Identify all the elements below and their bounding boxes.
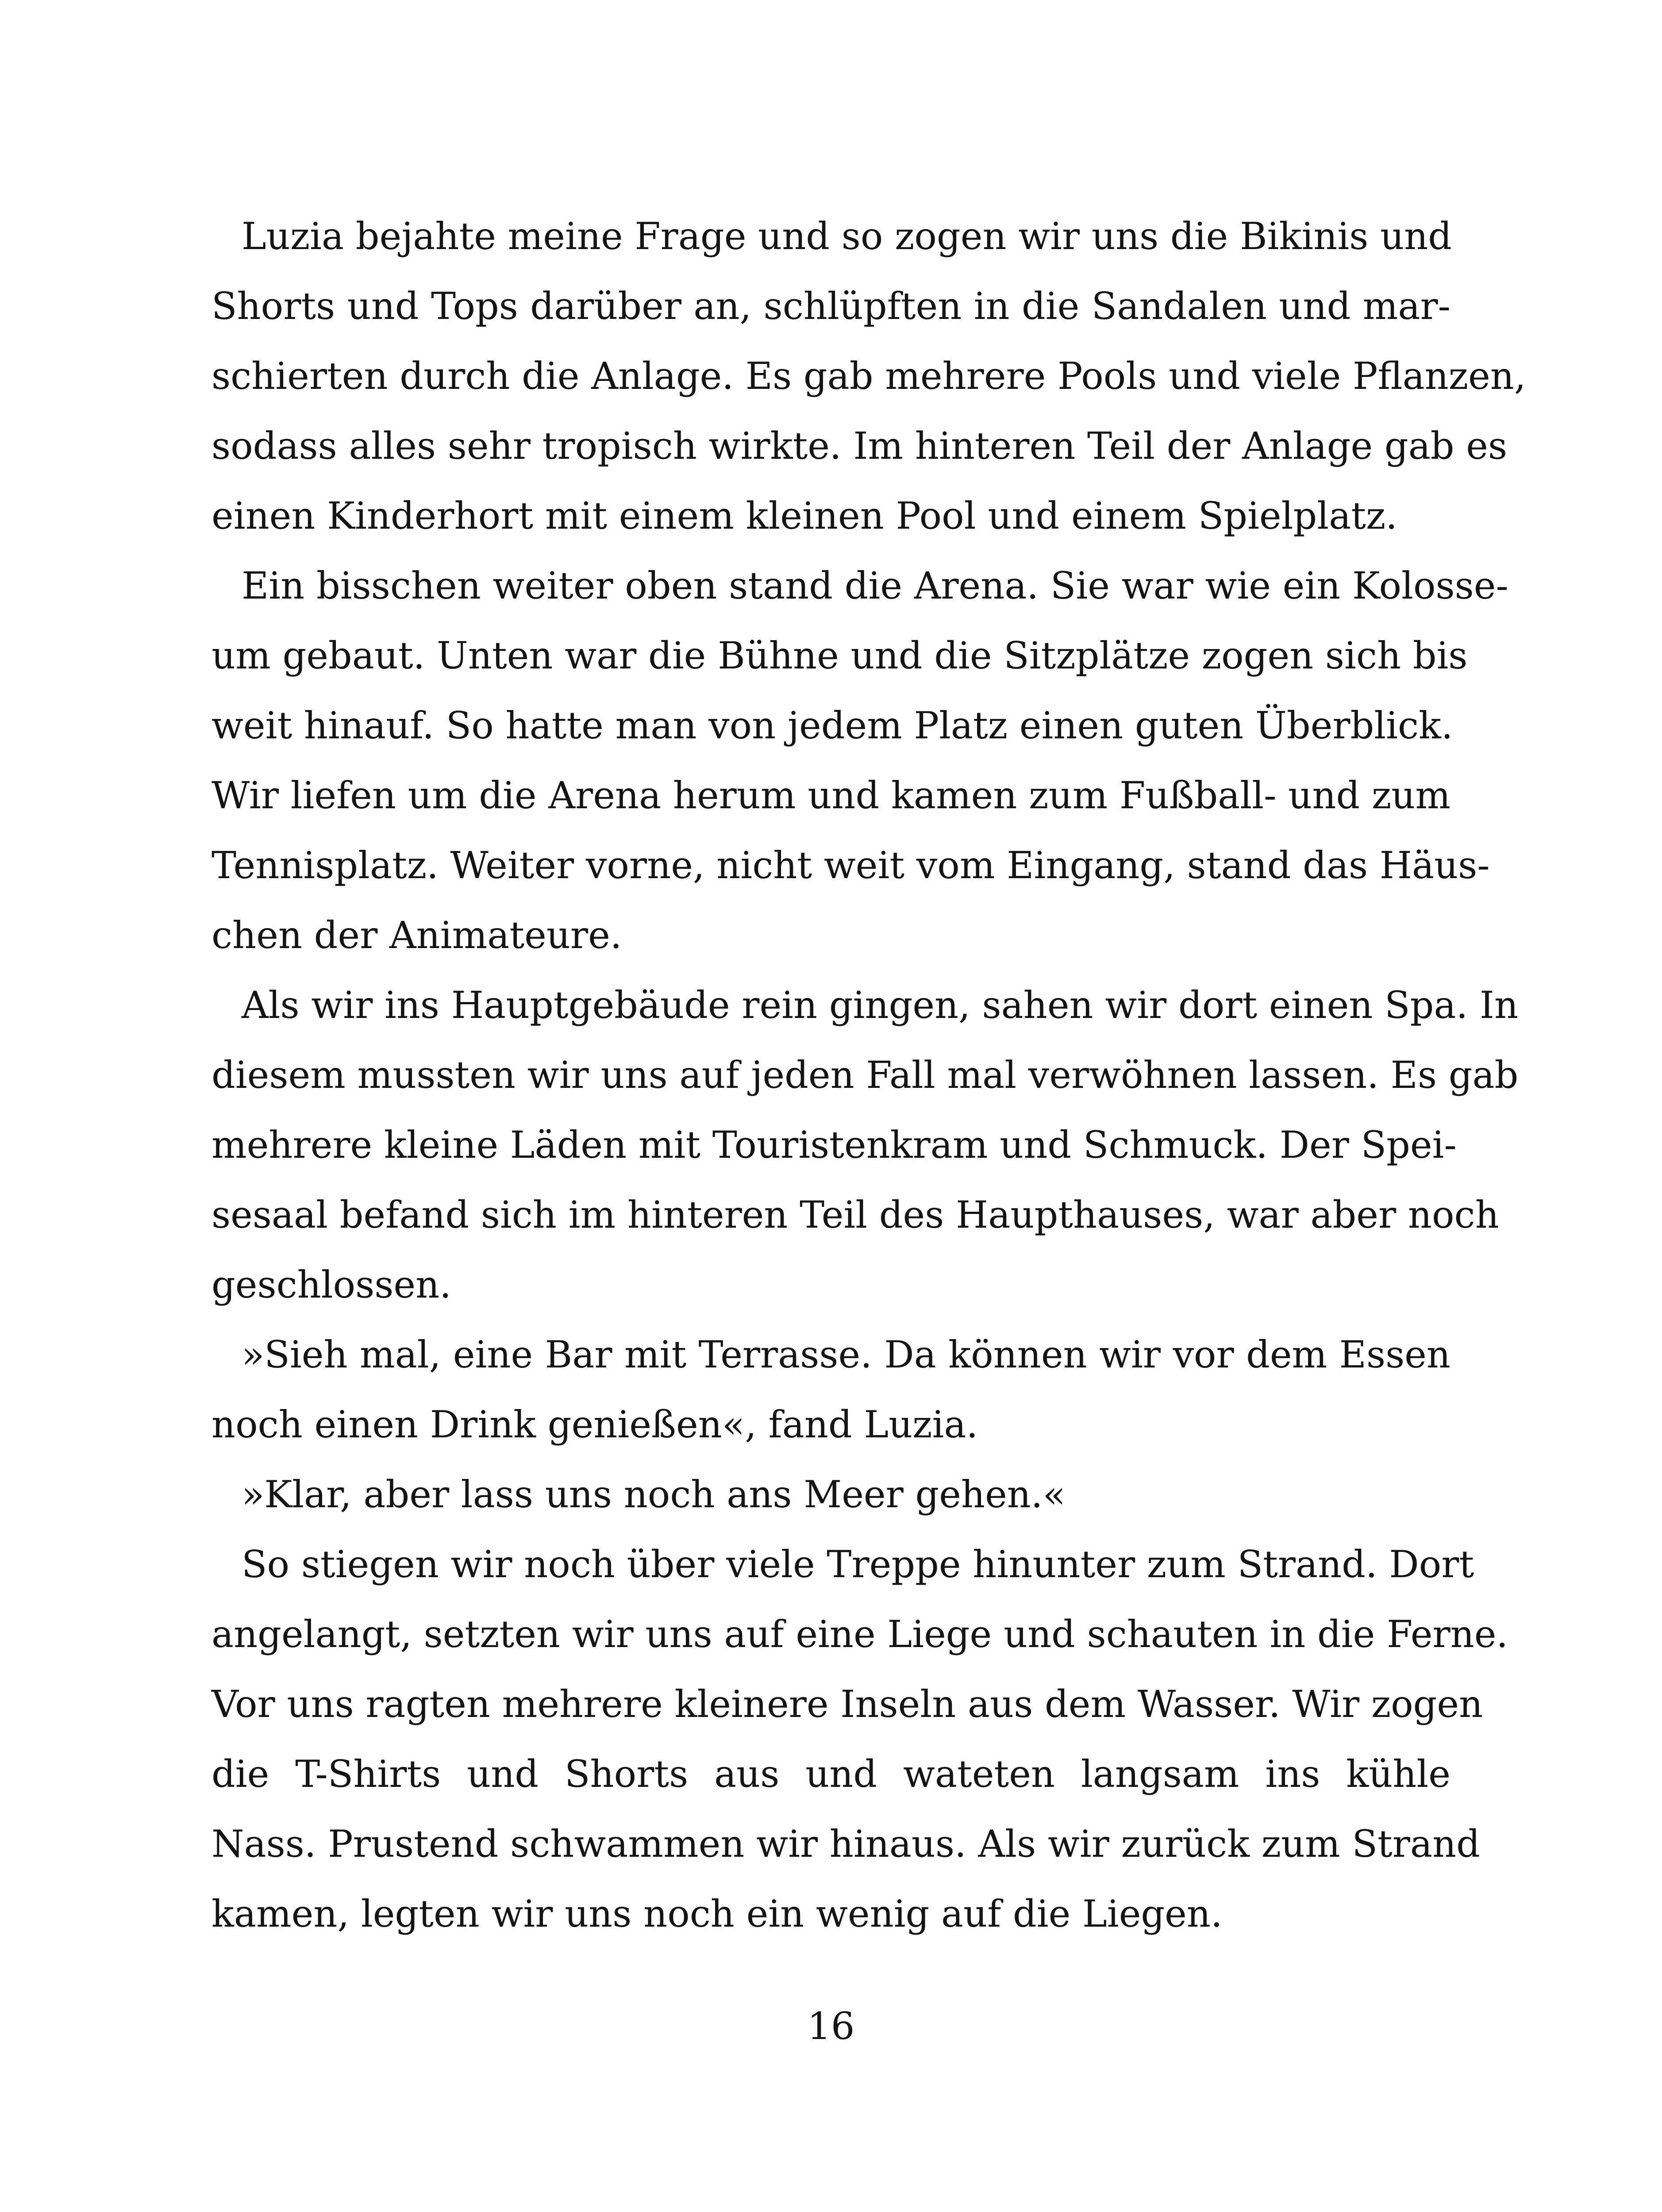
text-line: einen Kinderhort mit einem kleinen Pool und einem Spielplatz. xyxy=(212,494,1397,538)
text-line: kamen, legten wir uns noch ein wenig auf die Liegen. xyxy=(212,1892,1223,1936)
paragraph xyxy=(212,1529,1508,1949)
text-line: Tennisplatz. Weiter vorne, nicht weit vom Eingang, stand das Häus- xyxy=(212,844,1490,887)
text-line: die T-Shirts und Shorts aus und wateten langsam ins kühle xyxy=(212,1752,1450,1796)
text-line: angelangt, setzten wir uns auf eine Liege und schauten in die Ferne. xyxy=(212,1613,1508,1656)
paragraph xyxy=(212,551,1508,970)
text-line: Luzia bejahte meine Frage und so zogen wir uns die Bikinis und xyxy=(242,215,1452,258)
text-line: »Sieh mal, eine Bar mit Terrasse. Da können wir vor dem Essen xyxy=(242,1333,1450,1376)
page-number: 16 xyxy=(807,2005,855,2048)
body-text xyxy=(212,201,1526,1949)
text-line: schierten durch die Anlage. Es gab mehrere Pools und viele Pflanzen, xyxy=(212,354,1526,398)
text-line: geschlossen. xyxy=(212,1263,451,1306)
text-line: Als wir ins Hauptgebäude rein gingen, sahen wir dort einen Spa. In xyxy=(242,983,1519,1027)
text-line: chen der Animateure. xyxy=(212,914,622,957)
paragraph xyxy=(212,1459,1450,1529)
paragraph xyxy=(212,970,1519,1320)
paragraph xyxy=(212,201,1526,551)
text-line: mehrere kleine Läden mit Touristenkram und Schmuck. Der Spei- xyxy=(212,1123,1457,1167)
text-line: sesaal befand sich im hinteren Teil des Haupthauses, war aber noch xyxy=(212,1193,1499,1237)
text-line: noch einen Drink genießen«, fand Luzia. xyxy=(212,1403,978,1446)
text-line: So stiegen wir noch über viele Treppe hinunter zum Strand. Dort xyxy=(242,1543,1474,1586)
text-line: diesem mussten wir uns auf jeden Fall mal verwöhnen lassen. Es gab xyxy=(212,1053,1519,1097)
paragraph xyxy=(212,1320,1450,1459)
text-line: Nass. Prustend schwammen wir hinaus. Als wir zurück zum Strand xyxy=(212,1822,1480,1866)
text-line: Ein bisschen weiter oben stand die Arena. Sie war wie ein Kolosse- xyxy=(242,564,1508,607)
text-line: Vor uns ragten mehrere kleinere Inseln aus dem Wasser. Wir zogen xyxy=(212,1682,1483,1726)
text-line: um gebaut. Unten war die Bühne und die Sitzplätze zogen sich bis xyxy=(212,634,1468,677)
text-line: sodass alles sehr tropisch wirkte. Im hinteren Teil der Anlage gab es xyxy=(212,424,1508,468)
text-line: Wir liefen um die Arena herum und kamen zum Fußball- und zum xyxy=(212,774,1450,817)
text-line: weit hinauf. So hatte man von jedem Platz einen guten Überblick. xyxy=(212,704,1453,747)
text-line: »Klar, aber lass uns noch ans Meer gehen.« xyxy=(242,1473,1066,1516)
text-line: Shorts und Tops darüber an, schlüpften in die Sandalen und mar- xyxy=(212,284,1450,328)
